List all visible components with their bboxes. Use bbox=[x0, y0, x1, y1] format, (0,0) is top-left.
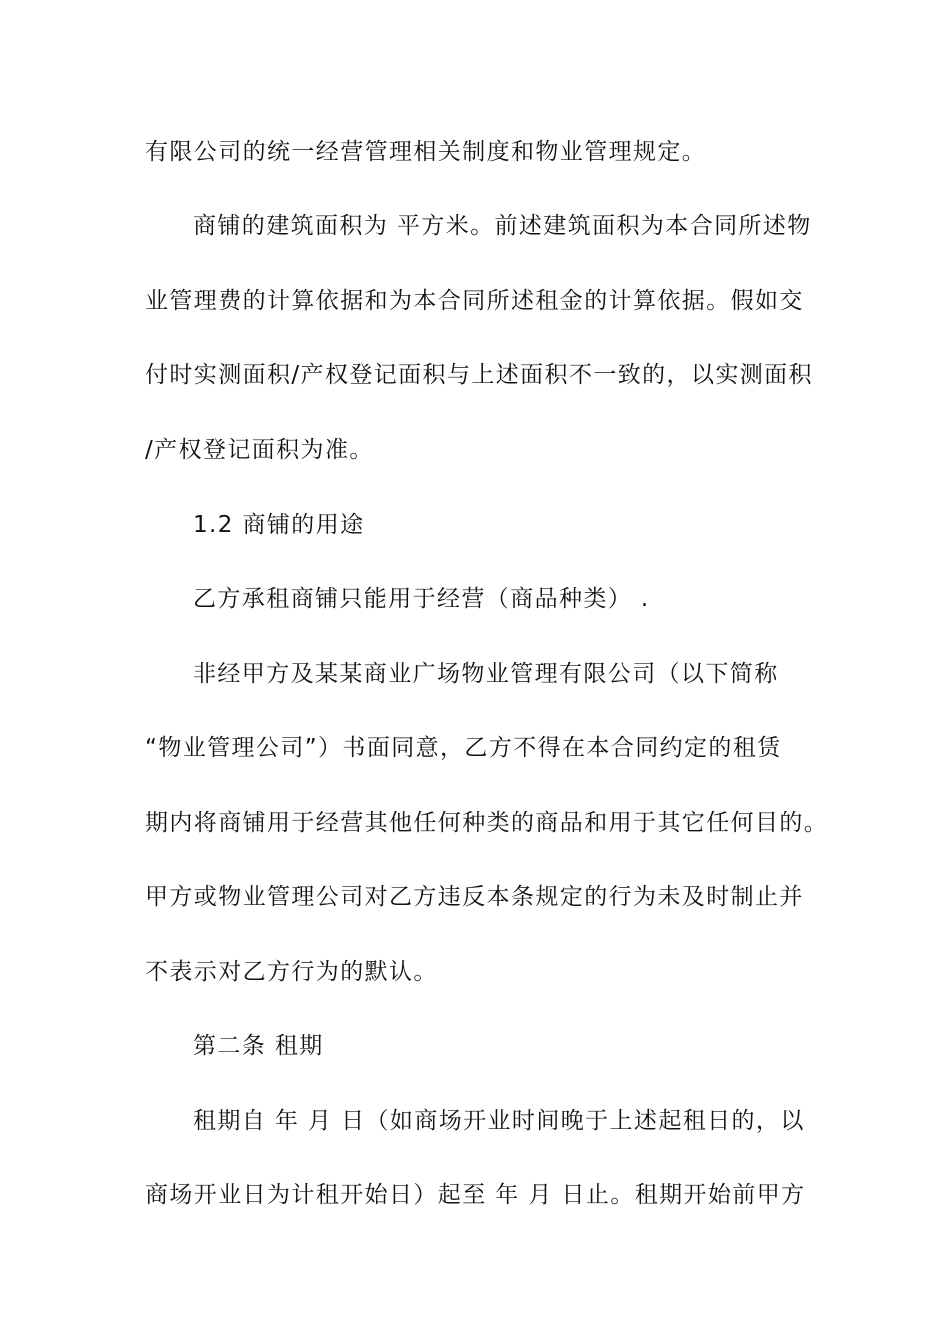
section-heading: 1.2 商铺的用途 bbox=[193, 512, 365, 538]
text-line: 甲方或物业管理公司对乙方违反本条规定的行为未及时制止并 bbox=[145, 884, 804, 910]
text-line: 不表示对乙方行为的默认。 bbox=[145, 959, 438, 985]
section-heading: 第二条 租期 bbox=[193, 1033, 324, 1059]
text-line: 业管理费的计算依据和为本合同所述租金的计算依据。假如交 bbox=[145, 288, 804, 314]
text-line: 商场开业日为计租开始日）起至 年 月 日止。租期开始前甲方 bbox=[145, 1182, 806, 1208]
text-line: 非经甲方及某某商业广场物业管理有限公司（以下简称 bbox=[193, 661, 779, 687]
text-line: 付时实测面积/产权登记面积与上述面积不一致的，以实测面积 bbox=[145, 362, 813, 388]
text-line: 租期自 年 月 日（如商场开业时间晚于上述起租日的，以 bbox=[193, 1108, 805, 1134]
text-line: 商铺的建筑面积为 平方米。前述建筑面积为本合同所述物 bbox=[193, 213, 812, 239]
text-line: 乙方承租商铺只能用于经营（商品种类） . bbox=[193, 586, 650, 612]
text-line: 有限公司的统一经营管理相关制度和物业管理规定。 bbox=[145, 139, 707, 165]
text-line: /产权登记面积为准。 bbox=[145, 437, 374, 463]
text-line: “物业管理公司”）书面同意，乙方不得在本合同约定的租赁 bbox=[145, 735, 782, 761]
text-line: 期内将商铺用于经营其他任何种类的商品和用于其它任何目的。 bbox=[145, 810, 829, 836]
